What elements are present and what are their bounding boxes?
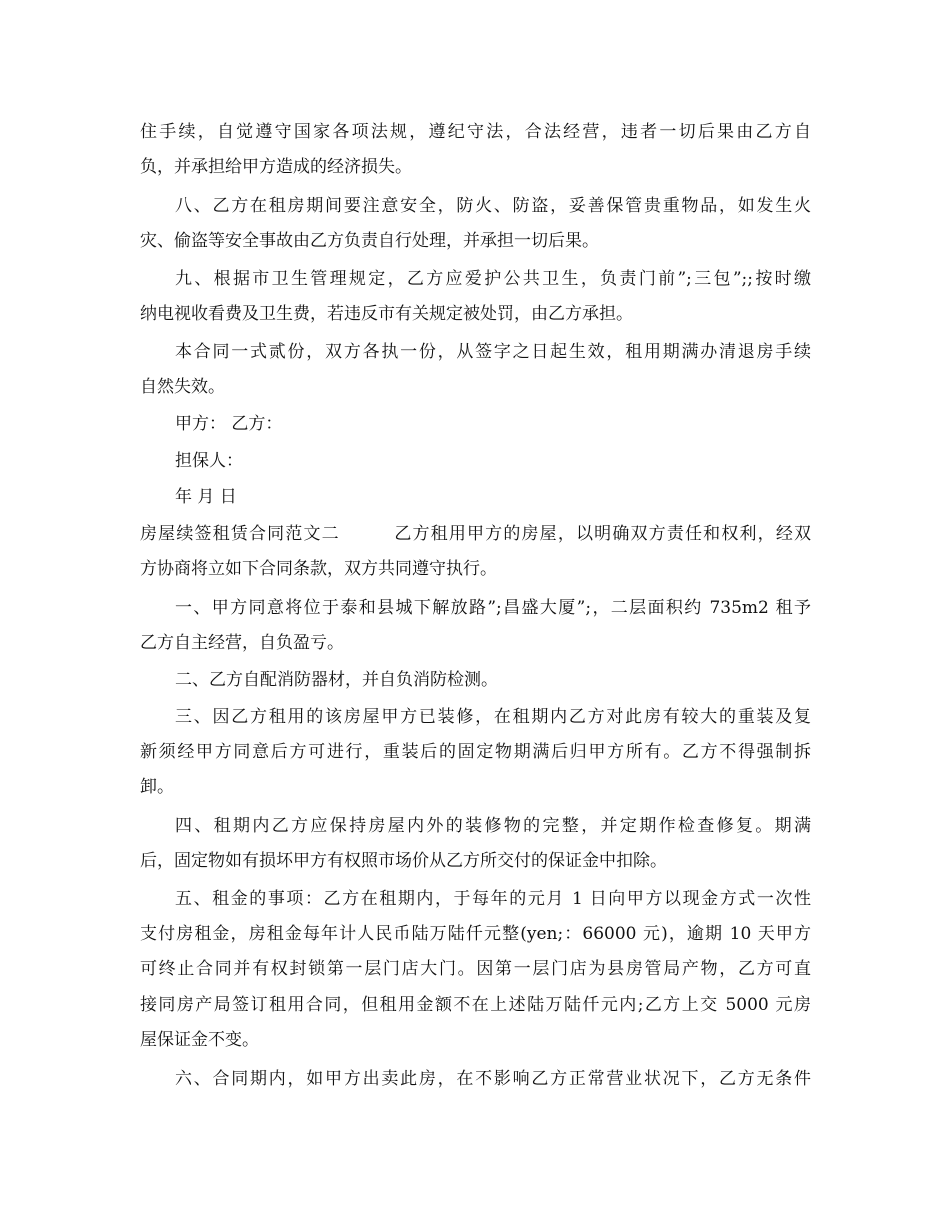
signature-line: 甲方： 乙方： (175, 414, 283, 434)
text-line: 支付房租金，房租金每年计人民币陆万陆仟元整(yen;：66000 元)，逾期 10 天甲方 (140, 924, 811, 944)
text-line: 纳电视收看费及卫生费，若违反市有关规定被处罚，由乙方承担。 (140, 304, 633, 324)
text-line: 后，固定物如有损坏甲方有权照市场价从乙方所交付的保证金中扣除。 (140, 851, 667, 871)
text-line: 接同房产局签订租用合同，但租用金额不在上述陆万陆仟元内;乙方上交 5000 元房 (140, 995, 811, 1015)
text-line: 八、乙方在租房期间要注意安全，防火、防盗，妥善保管贵重物品，如发生火 (175, 196, 811, 216)
section-heading-line: 房屋续签租赁合同范文二 乙方租用甲方的房屋，以明确双方责任和权利，经双 (140, 524, 811, 544)
text-line: 新须经甲方同意后方可进行，重装后的固定物期满后归甲方所有。乙方不得强制拆 (140, 742, 811, 762)
text-line: 四、租期内乙方应保持房屋内外的装修物的完整，并定期作检查修复。期满 (175, 816, 811, 836)
text-line: 一、甲方同意将位于泰和县城下解放路”;昌盛大厦”;，二层面积约 735m2 租予 (175, 598, 811, 618)
text-line: 本合同一式贰份，双方各执一份，从签字之日起生效，租用期满办清退房手续 (175, 342, 811, 362)
text-line: 二、乙方自配消防器材，并自负消防检测。 (175, 670, 498, 690)
text-line: 可终止合同并有权封锁第一层门店大门。因第一层门店为县房管局产物，乙方可直 (140, 959, 811, 979)
text-line: 卸。 (140, 777, 174, 797)
text-line: 五、租金的事项：乙方在租期内，于每年的元月 1 日向甲方以现金方式一次性 (175, 889, 811, 909)
text-line: 乙方自主经营，自负盈亏。 (140, 633, 344, 653)
date-line: 年 月 日 (175, 487, 237, 507)
text-line: 自然失效。 (140, 377, 225, 397)
guarantor-line: 担保人： (175, 451, 243, 471)
text-line: 负，并承担给甲方造成的经济损失。 (140, 157, 412, 177)
text-line: 九、根据市卫生管理规定，乙方应爱护公共卫生，负责门前”;三包”;;按时缴 (175, 269, 811, 289)
text-line: 三、因乙方租用的该房屋甲方已装修，在租期内乙方对此房有较大的重装及复 (175, 707, 811, 727)
text-line: 住手续，自觉遵守国家各项法规，遵纪守法，合法经营，违者一切后果由乙方自 (140, 122, 811, 142)
text-line: 屋保证金不变。 (140, 1030, 259, 1050)
text-line: 六、合同期内，如甲方出卖此房，在不影响乙方正常营业状况下，乙方无条件 (175, 1069, 811, 1089)
text-line: 灾、偷盗等安全事故由乙方负责自行处理，并承担一切后果。 (140, 231, 599, 251)
text-line: 方协商将立如下合同条款，双方共同遵守执行。 (140, 559, 497, 579)
